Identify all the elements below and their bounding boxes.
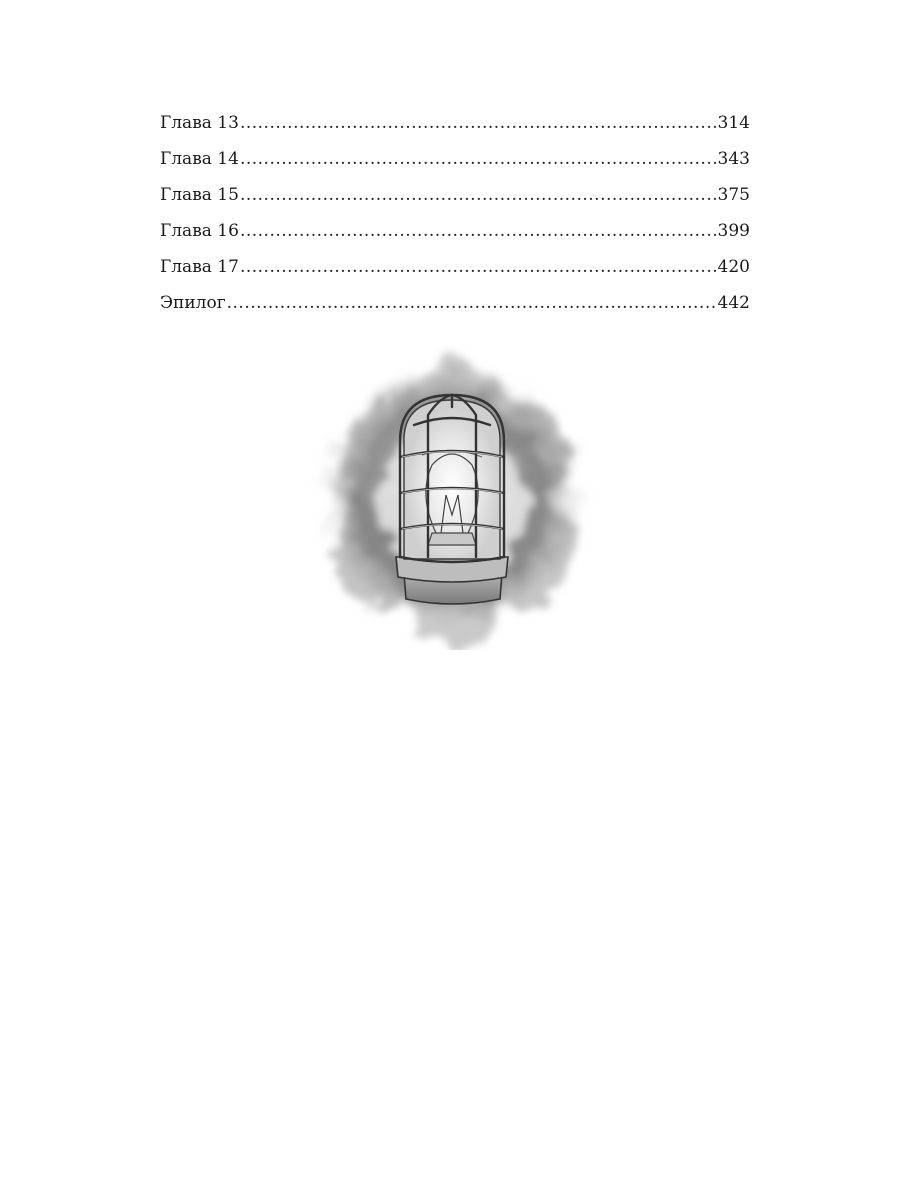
lamp-base (396, 557, 508, 604)
toc-dot-leader (240, 149, 717, 169)
toc-entry-chapter-14[interactable] (160, 149, 750, 185)
toc-dot-leader (240, 185, 717, 205)
toc-entry-page: 399 (717, 221, 750, 241)
toc-entry-page: 314 (717, 113, 750, 133)
caged-lamp-illustration (300, 345, 605, 650)
toc-entry-label: Глава 15 (160, 185, 239, 205)
toc-entry-page: 420 (717, 257, 750, 277)
toc-entry-page: 442 (717, 293, 750, 313)
toc-entry-label: Глава 16 (160, 221, 239, 241)
toc-entry-label: Глава 17 (160, 257, 239, 277)
toc-entry-chapter-17[interactable] (160, 257, 750, 293)
caged-lamp-icon (300, 345, 605, 650)
toc-entry-label: Глава 14 (160, 149, 239, 169)
toc-entry-epilogue[interactable] (160, 293, 750, 329)
toc-dot-leader (227, 293, 717, 313)
toc-entry-chapter-13[interactable] (160, 113, 750, 149)
toc-entry-chapter-15[interactable] (160, 185, 750, 221)
toc-entry-chapter-16[interactable] (160, 221, 750, 257)
toc-entry-page: 375 (717, 185, 750, 205)
toc-entry-label: Глава 13 (160, 113, 239, 133)
table-of-contents (160, 113, 750, 329)
toc-dot-leader (240, 113, 717, 133)
toc-dot-leader (240, 221, 717, 241)
toc-entry-label: Эпилог (160, 293, 226, 313)
toc-dot-leader (240, 257, 717, 277)
toc-entry-page: 343 (717, 149, 750, 169)
